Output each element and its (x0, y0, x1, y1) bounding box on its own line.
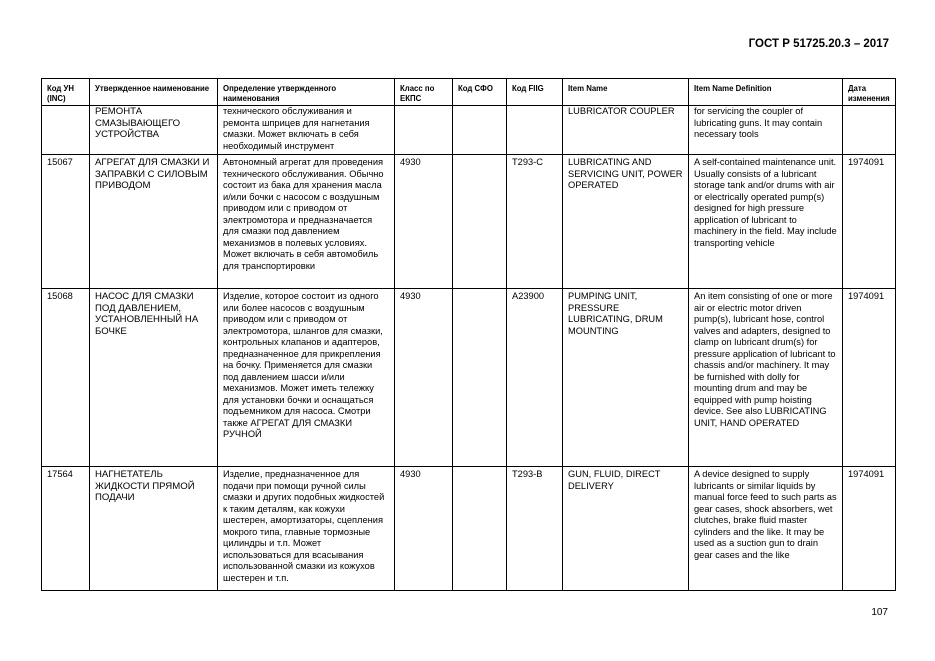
cell-definition: Изделие, которое состоит из одного или более насосов с воздушным приводом или с приводом от электромотора, шлангов для смазки, контрольных клапанов и адаптеров, предназначенное для прикрепления на бочку. Применяется для смазки под давлением шасси и/или механизмов. Может иметь тележку для установки бочки и оснащаться подъемником для насоса. Смотри также АГРЕГАТ ДЛЯ СМАЗКИ РУЧНОЙ (218, 289, 395, 467)
col-header-fiig: Код FIIG (507, 79, 563, 106)
document-id: ГОСТ Р 51725.20.3 – 2017 (748, 38, 889, 50)
col-header-date: Дата изменения (843, 79, 896, 106)
col-header-item-def: Item Name Definition (689, 79, 843, 106)
cell-sfo (453, 106, 507, 155)
cell-fiig: T293-B (507, 467, 563, 591)
cell-name: НАГНЕТАТЕЛЬ ЖИДКОСТИ ПРЯМОЙ ПОДАЧИ (90, 467, 218, 591)
col-header-inc: Код УН (INC) (42, 79, 90, 106)
cell-definition: Изделие, предназначенное для подачи при помощи ручной силы смазки и других подобных жидкостей к таким деталям, как кожухи шестерен, амортизаторы, сцепления мокрого типа, главные тормозные цилиндры и т.п. Может использоваться для всасывания использованной смазки из кожухов шестерен и т.п. (218, 467, 395, 591)
cell-fiig (507, 106, 563, 155)
table-row (42, 467, 896, 591)
cell-inc: 15067 (42, 155, 90, 289)
cell-inc (42, 106, 90, 155)
cell-date: 1974091 (843, 467, 896, 591)
table-header-row (42, 79, 896, 106)
cell-class: 4930 (395, 289, 453, 467)
cell-item-name: LUBRICATOR COUPLER (563, 106, 689, 155)
cell-item-name: LUBRICATING AND SERVICING UNIT, POWER OPERATED (563, 155, 689, 289)
cell-sfo (453, 289, 507, 467)
cell-item-def: A self-contained maintenance unit. Usually consists of a lubricant storage tank and/or drums with air or electrically operated pump(s) designed for high pressure application of lubricant to machinery in the field. May include transporting vehicle (689, 155, 843, 289)
cell-date (843, 106, 896, 155)
cell-item-def: A device designed to supply lubricants or similar liquids by manual force feed to such parts as gear cases, shock absorbers, wet clutches, brake fluid master cylinders and the like. It may be used as a suction gun to drain gear cases and the like (689, 467, 843, 591)
cell-definition: Автономный агрегат для проведения технического обслуживания. Обычно состоит из бака для хранения масла и/или бочки с насосом с воздушным приводом или с приводом от электромотора и предназначается для смазки под давлением механизмов в полевых условиях. Может включать в себя автомобиль для транспортировки (218, 155, 395, 289)
cell-item-def: An item consisting of one or more air or electric motor driven pump(s), lubricant hose, control valves and adapters, designed to clamp on lubricant drum(s) for pressure application of lubricant to chassis and/or machinery. It may be furnished with dolly for mounting drum and may be equipped with pump hoisting device. See also LUBRICATING UNIT, HAND OPERATED (689, 289, 843, 467)
cell-item-def: for servicing the coupler of lubricating guns. It may contain necessary tools (689, 106, 843, 155)
cell-fiig: A23900 (507, 289, 563, 467)
table-row (42, 106, 896, 155)
col-header-sfo: Код СФО (453, 79, 507, 106)
cell-name: РЕМОНТА СМАЗЫВАЮЩЕГО УСТРОЙСТВА (90, 106, 218, 155)
catalog-table (41, 78, 896, 591)
cell-item-name: GUN, FLUID, DIRECT DELIVERY (563, 467, 689, 591)
table-row (42, 289, 896, 467)
cell-name: АГРЕГАТ ДЛЯ СМАЗКИ И ЗАПРАВКИ С СИЛОВЫМ ПРИВОДОМ (90, 155, 218, 289)
col-header-item-name: Item Name (563, 79, 689, 106)
page-number: 107 (871, 607, 888, 618)
table-row (42, 155, 896, 289)
cell-date: 1974091 (843, 289, 896, 467)
cell-name: НАСОС ДЛЯ СМАЗКИ ПОД ДАВЛЕНИЕМ, УСТАНОВЛЕННЫЙ НА БОЧКЕ (90, 289, 218, 467)
cell-sfo (453, 155, 507, 289)
cell-date: 1974091 (843, 155, 896, 289)
cell-sfo (453, 467, 507, 591)
col-header-class: Класс по ЕКПС (395, 79, 453, 106)
col-header-name: Утвержденное наименование (90, 79, 218, 106)
cell-class: 4930 (395, 467, 453, 591)
cell-fiig: T293-C (507, 155, 563, 289)
cell-item-name: PUMPING UNIT, PRESSURE LUBRICATING, DRUM MOUNTING (563, 289, 689, 467)
col-header-definition: Определение утвержденного наименования (218, 79, 395, 106)
cell-class (395, 106, 453, 155)
cell-inc: 17564 (42, 467, 90, 591)
cell-definition: технического обслуживания и ремонта шприцев для нагнетания смазки. Может включать в себя необходимый инструмент (218, 106, 395, 155)
cell-inc: 15068 (42, 289, 90, 467)
cell-class: 4930 (395, 155, 453, 289)
